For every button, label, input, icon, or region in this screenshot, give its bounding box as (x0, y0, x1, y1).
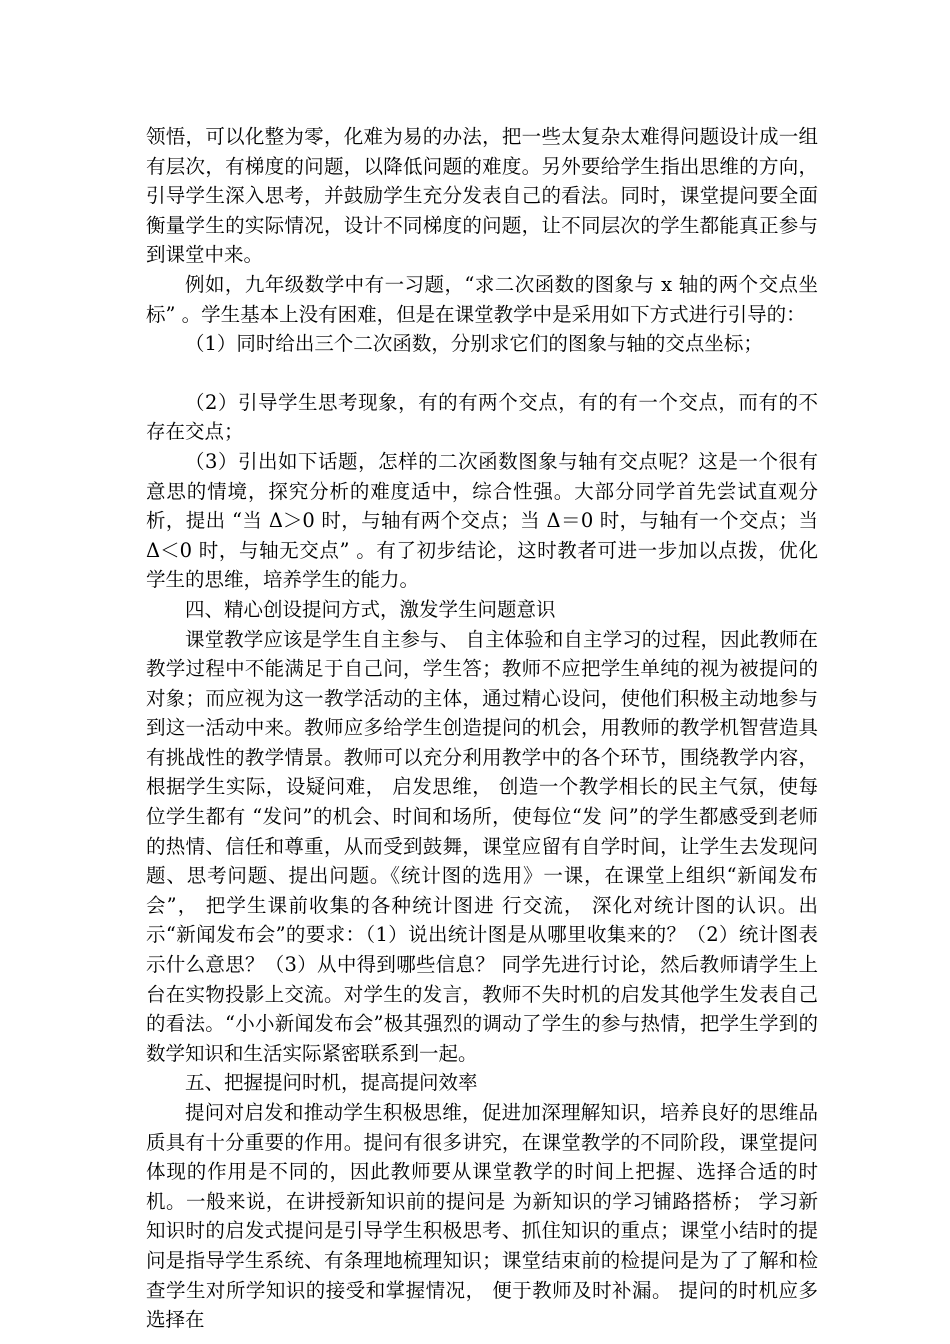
paragraph-step-3: （3）引出如下话题，怎样的二次函数图象与轴有交点呢？这是一个很有意思的情境，探究分析的难度适中，综合性强。大部分同学首先尝试直观分析，提出 “当 Δ＞0 时，与轴有两个交点；当 Δ＝0 时，与轴有一个交点；当 Δ＜0 时，与轴无交点” 。有了初步结论，这时教者可进一步加以点拨，优化学生的思维，培养学生的能力。 (146, 449, 818, 592)
paragraph-section-4-body: 课堂教学应该是学生自主参与、 自主体验和自主学习的过程，因此教师在教学过程中不能满足于自己问，学生答；教师不应把学生单纯的视为被提问的对象；而应视为这一教学活动的主体，通过精心设问，使他们积极主动地参与到这一活动中来。教师应多给学生创造提问的机会，用教师的教学机智营造具有挑战性的教学情景。教师可以充分利用教学中的各个环节，围绕教学内容，根据学生实际，设疑问难， 启发思维， 创造一个教学相长的民主气氛，使每位学生都有 “发问”的机会、时间和场所，使每位“发 问”的学生都感受到老师的热情、信任和尊重，从而受到鼓舞，课堂应留有自学时间，让学生去发现问题、思考问题、提出问题。《统计图的选用》一课，在课堂上组织“新闻发布会”， 把学生课前收集的各种统计图进 行交流， 深化对统计图的认识。出示“新闻发布会”的要求：（1）说出统计图是从哪里收集来的？（2）统计图表示什么意思？（3）从中得到哪些信息？ 同学先进行讨论，然后教师请学生上台在实物投影上交流。对学生的发言，教师不失时机的启发其他学生发表自己的看法。“小小新闻发布会”极其强烈的调动了学生的参与热情，把学生学到的数学知识和生活实际紧密联系到一起。 (146, 627, 818, 1065)
blank-line (146, 359, 818, 388)
paragraph-step-1: （1）同时给出三个二次函数，分别求它们的图象与轴的交点坐标； (185, 332, 763, 356)
paragraph-example-intro: 例如，九年级数学中有一习题，“求二次函数的图象与 x 轴的两个交点坐标” 。学生基本上没有困难，但是在课堂教学中是采用如下方式进行引导的： (146, 272, 818, 326)
paragraph-section-5-body: 提问对启发和推动学生积极思维，促进加深理解知识，培养良好的思维品质具有十分重要的作用。提问有很多讲究，在课堂教学的不同阶段，课堂提问体现的作用是不同的，因此教师要从课堂教学的时间上把握、选择合适的时机。一般来说，在讲授新知识前的提问是 为新知识的学习铺路搭桥； 学习新知识时的启发式提问是引导学生积极思考、抓住知识的重点；课堂小结时的提问是指导学生系统、有条理地梳理知识；课堂结束前的检提问是为了了解和检查学生对所学知识的接受和掌握情况， 便于教师及时补漏。 提问的时机应多选择在 (146, 1101, 818, 1332)
section-heading-4: 四、精心创设提问方式，激发学生问题意识 (185, 597, 556, 621)
paragraph-continuation: 领悟，可以化整为零，化难为易的办法，把一些太复杂太难得问题设计成一组有层次，有梯度的问题，以降低问题的难度。另外要给学生指出思维的方向，引导学生深入思考，并鼓励学生充分发表自己的看法。同时，课堂提问要全面衡量学生的实际情况，设计不同梯度的问题，让不同层次的学生都能真正参与到课堂中来。 (146, 125, 818, 267)
document-page (146, 122, 818, 1335)
section-heading-5: 五、把握提问时机，提高提问效率 (185, 1071, 478, 1095)
paragraph-step-2: （2）引导学生思考现象，有的有两个交点，有的有一个交点，而有的不存在交点； (146, 390, 818, 444)
